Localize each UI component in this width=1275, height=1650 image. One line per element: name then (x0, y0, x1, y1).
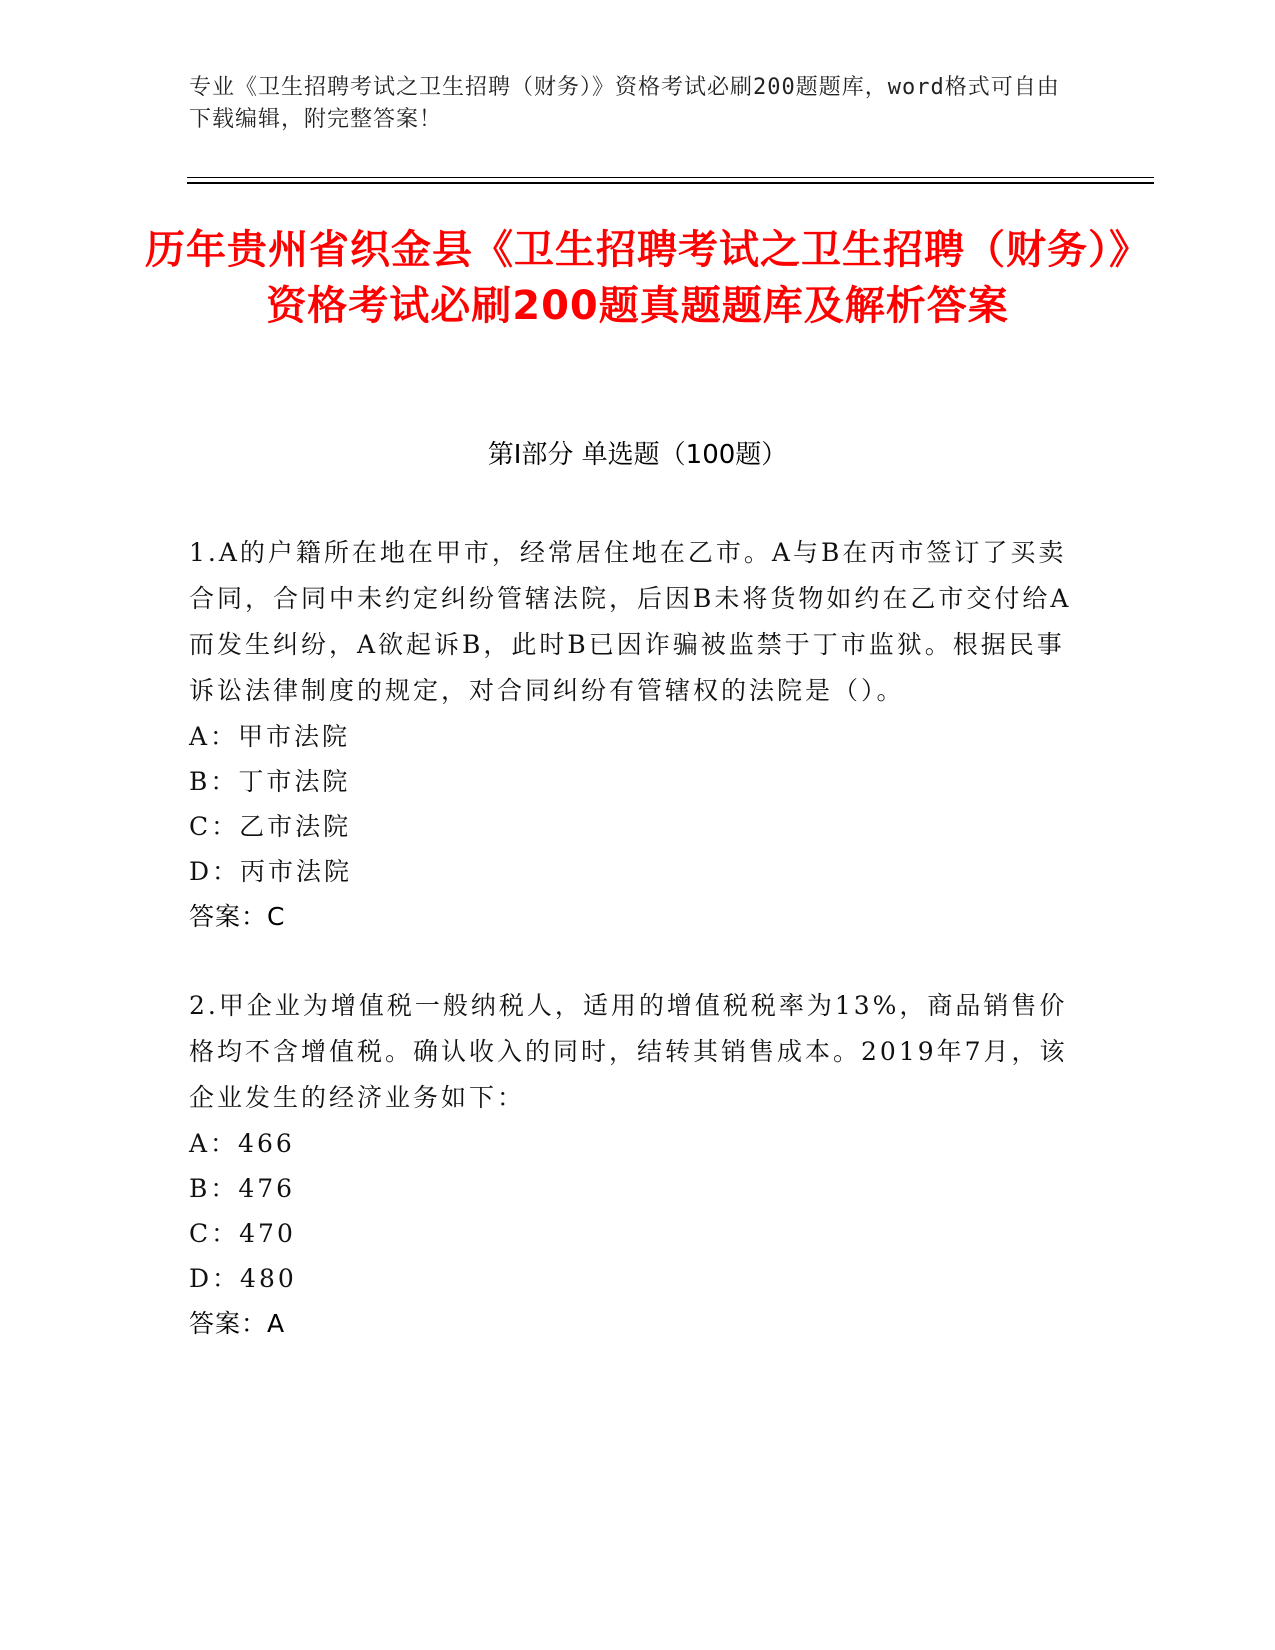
option-c: C：470 (189, 1219, 296, 1248)
question-2 (189, 983, 1079, 1347)
answer-line: 答案：C (189, 902, 286, 931)
question-stem: 2.甲企业为增值税一般纳税人，适用的增值税税率为13%，商品销售价格均不含增值税。确认收入的同时，结转其销售成本。2019年7月，该企业发生的经济业务如下： (189, 991, 1068, 1112)
option-c: C：乙市法院 (189, 812, 352, 841)
option-d: D：480 (189, 1264, 297, 1293)
option-b: B：476 (189, 1174, 296, 1203)
header-rule-thick (187, 182, 1154, 184)
option-list (189, 714, 1079, 894)
section-title: 第Ⅰ部分 单选题（100题） (487, 440, 788, 470)
header-rule-thin (187, 177, 1154, 178)
option-list (189, 1121, 1079, 1301)
option-d: D：丙市法院 (189, 857, 353, 886)
header-note: 专业《卫生招聘考试之卫生招聘（财务）》资格考试必刷200题题库，word格式可自由下载编辑，附完整答案！ (189, 75, 1060, 132)
answer-line: 答案：A (189, 1309, 286, 1338)
question-stem: 1.A的户籍所在地在甲市，经常居住地在乙市。A与B在丙市签订了买卖合同，合同中未约定纠纷管辖法院，后因B未将货物如约在乙市交付给A而发生纠纷，A欲起诉B，此时B已因诈骗被监禁于丁市监狱。根据民事诉讼法律制度的规定，对合同纠纷有管辖权的法院是（）。 (189, 538, 1072, 705)
document-title: 历年贵州省织金县《卫生招聘考试之卫生招聘（财务）》资格考试必刷200题真题题库及解析答案 (145, 227, 1130, 329)
option-a: A：甲市法院 (189, 722, 351, 751)
option-a: A：466 (189, 1129, 295, 1158)
option-b: B：丁市法院 (189, 767, 351, 796)
question-1 (189, 530, 1079, 940)
